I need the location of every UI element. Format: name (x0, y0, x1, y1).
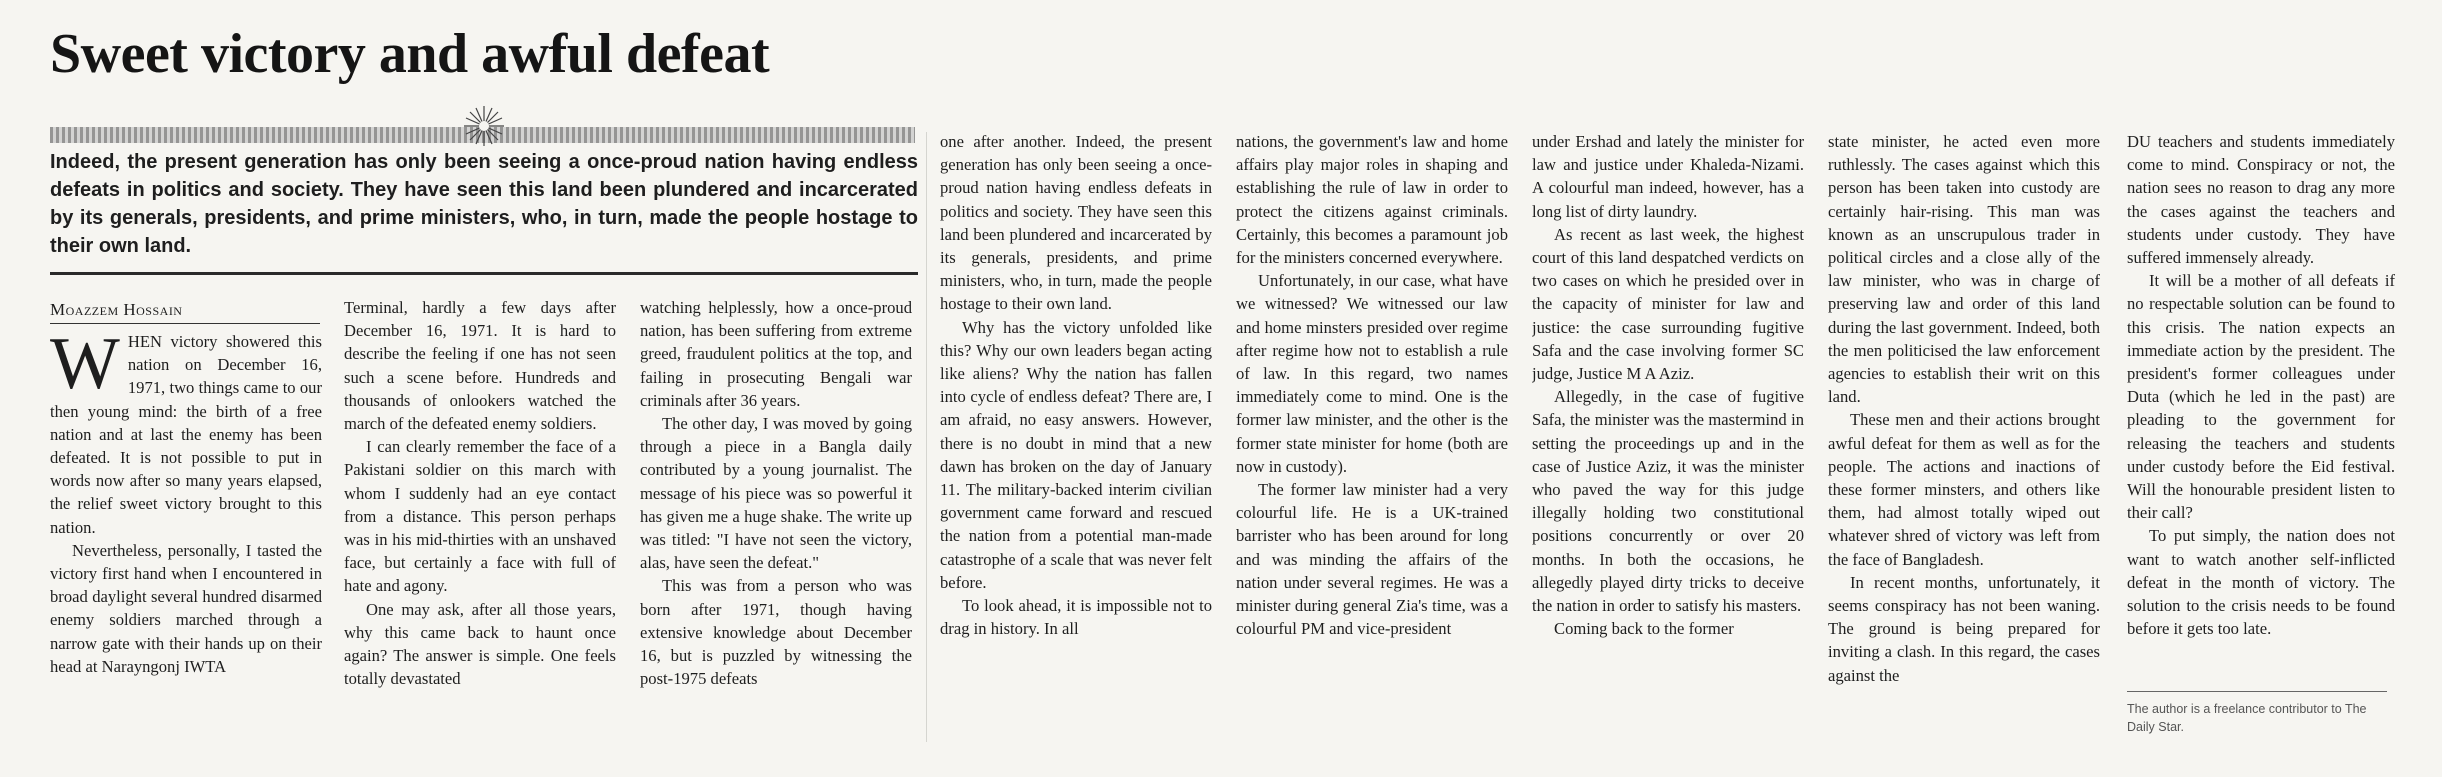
column-3 (640, 296, 912, 750)
column-3-paragraph: This was from a person who was born after 1971, though having extensive knowledge about December 16, but is puzzled by witnessing the post-1975 defeats (640, 576, 912, 689)
column-8 (2127, 130, 2395, 686)
lead-paragraph: Indeed, the present generation has only been seeing a once-proud nation having endless defeats in politics and society. They have seen this land been plundered and incarcerated by its generals, presidents, and prime ministers, who, in turn, made the people hostage to their own land. (50, 151, 918, 257)
headline: Sweet victory and awful defeat (50, 23, 770, 85)
column-8-paragraph: To put simply, the nation does not want to watch another self-inflicted defeat in the month of victory. The solution to the crisis needs to be found before it gets too late. (2127, 526, 2395, 639)
column-4 (940, 130, 1212, 750)
lead-rule (50, 272, 918, 275)
column-2-paragraph: I can clearly remember the face of a Pakistani soldier on this march with whom I suddenly had an eye contact from a distance. This person perhaps was in his mid-thirties with an unshaved face, but certainly a face with full of hate and agony. (344, 437, 616, 596)
column-2 (344, 296, 616, 750)
column-1-paragraph: WHEN victory showered this nation on December 16, 1971, two things came to our then young mind: the birth of a free nation and at last the enemy has been defeated. It is not possible to put in words now after so many years elapsed, the relief sweet victory brought to this nation. (50, 330, 322, 537)
column-4-paragraph: one after another. Indeed, the present generation has only been seeing a once-proud nation having endless defeats in politics and society. They have seen this land been plundered and incarcerated by its generals, presidents, and prime ministers, who, in turn, made the people hostage to their own land. (940, 132, 1212, 314)
column-1 (50, 330, 322, 750)
dropcap: W (50, 330, 120, 405)
column-7-paragraph: These men and their actions brought awful defeat for them as well as for the people. The actions and inactions of these former minsters, and others like them, had almost totally wiped out whatever shred of victory was left from the face of Bangladesh. (1828, 410, 2100, 569)
column-6-paragraph: under Ershad and lately the minister for law and justice under Khaleda-Nizami. A colourful man indeed, however, has a long list of dirty laundry. (1532, 132, 1804, 221)
column-7-paragraph: In recent months, unfortunately, it seems conspiracy has not been waning. The ground is being prepared for inviting a clash. In this regard, the cases against the (1828, 572, 2100, 685)
starburst-icon (462, 104, 506, 148)
column-6-paragraph: Allegedly, in the case of fugitive Safa, the minister was the mastermind in setting the proceedings up and in the case of Justice Aziz, it was the minister who paved the way for this judge illegally holding two constitutional positions concurrently or over 20 months. In both the occasions, he allegedly played dirty tricks to deceive the nation in order to satisfy his masters. (1532, 387, 1804, 616)
author-credit: The author is a freelance contributor to The Daily Star. (2127, 691, 2387, 736)
column-7 (1828, 130, 2100, 750)
column-divider (926, 132, 927, 742)
column-8-paragraph: It will be a mother of all defeats if no respectable solution can be found to this crisis. The nation expects an immediate action by the president. The president's former colleagues under Duta (which he led in the past) are pleading to the government for releasing the teachers and students under custody before the Eid festival. Will the honourable president listen to their call? (2127, 271, 2395, 523)
column-2-paragraph: One may ask, after all those years, why this came back to haunt once again? The answer is simple. One feels totally devastated (344, 599, 616, 689)
column-2-paragraph: Terminal, hardly a few days after December 16, 1971. It is hard to describe the feeling if one has not seen such a scene before. Hundreds and thousands of onlookers watched the march of the defeated enemy soldiers. (344, 298, 616, 434)
column-5-paragraph: nations, the government's law and home affairs play major roles in shaping and establishing the rule of law in order to protect the citizens against criminals. Certainly, this becomes a paramount job for the ministers concerned everywhere. (1236, 132, 1508, 268)
column-1-paragraph: Nevertheless, personally, I tasted the victory first hand when I encountered in broad daylight several hundred disarmed enemy soldiers marched through a narrow gate with their hands up on their head at Narayngonj IWTA (50, 540, 322, 676)
column-7-paragraph: state minister, he acted even more ruthlessly. The cases against which this person has been taken into custody are certainly hair-rising. This man was known as an unscrupulous trader in political circles and a close ally of the law minister, who was in charge of preserving law and order of this land during the last government. Indeed, both the men politicised the law enforcement agencies to establish their writ on this land. (1828, 132, 2100, 407)
column-8-paragraph: DU teachers and students immediately come to mind. Conspiracy or not, the nation sees no reason to drag any more the cases against the teachers and students under custody. They have suffered immensely already. (2127, 132, 2395, 268)
column-4-paragraph: Why has the victory unfolded like this? Why our own leaders began acting like aliens? Why the nation has fallen into cycle of endless defeat? There are, I am afraid, no easy answers. However, there is no doubt in mind that a new dawn has broken on the day of January 11. The military-backed interim civilian government came forward and rescued the nation from a potential man-made catastrophe of a scale that was never felt before. (940, 317, 1212, 592)
column-5 (1236, 130, 1508, 750)
column-3-paragraph: The other day, I was moved by going through a piece in a Bangla daily contributed by a young journalist. The message of his piece was so powerful it has given me a huge shake. The write up was titled: "I have not seen the victory, alas, have seen the defeat." (640, 414, 912, 573)
column-5-paragraph: Unfortunately, in our case, what have we witnessed? We witnessed our law and home minsters presided over regime after regime how not to establish a rule of law. In this regard, two names immediately come to mind. One is the former law minister, and the other is the former state minister for home (both are now in custody). (1236, 271, 1508, 476)
column-4-paragraph: To look ahead, it is impossible not to drag in history. In all (940, 596, 1212, 639)
byline: Moazzem Hossain (50, 300, 320, 324)
column-6 (1532, 130, 1804, 750)
column-6-paragraph: Coming back to the former (1554, 619, 1734, 639)
column-3-paragraph: watching helplessly, how a once-proud nation, has been suffering from extreme greed, fraudulent politics at the top, and failing in prosecuting Bengali war criminals after 36 years. (640, 298, 912, 410)
column-5-paragraph: The former law minister had a very colourful life. He is a UK-trained barrister who has been around for long and was minding the affairs of the nation under several regimes. He was a minister during general Zia's time, was a colourful PM and vice-president (1236, 480, 1508, 639)
column-6-paragraph: As recent as last week, the highest court of this land despatched verdicts on two cases on which he presided over in the capacity of minister for law and justice: the case surrounding fugitive Safa and the case involving former SC judge, Justice M A Aziz. (1532, 224, 1804, 384)
